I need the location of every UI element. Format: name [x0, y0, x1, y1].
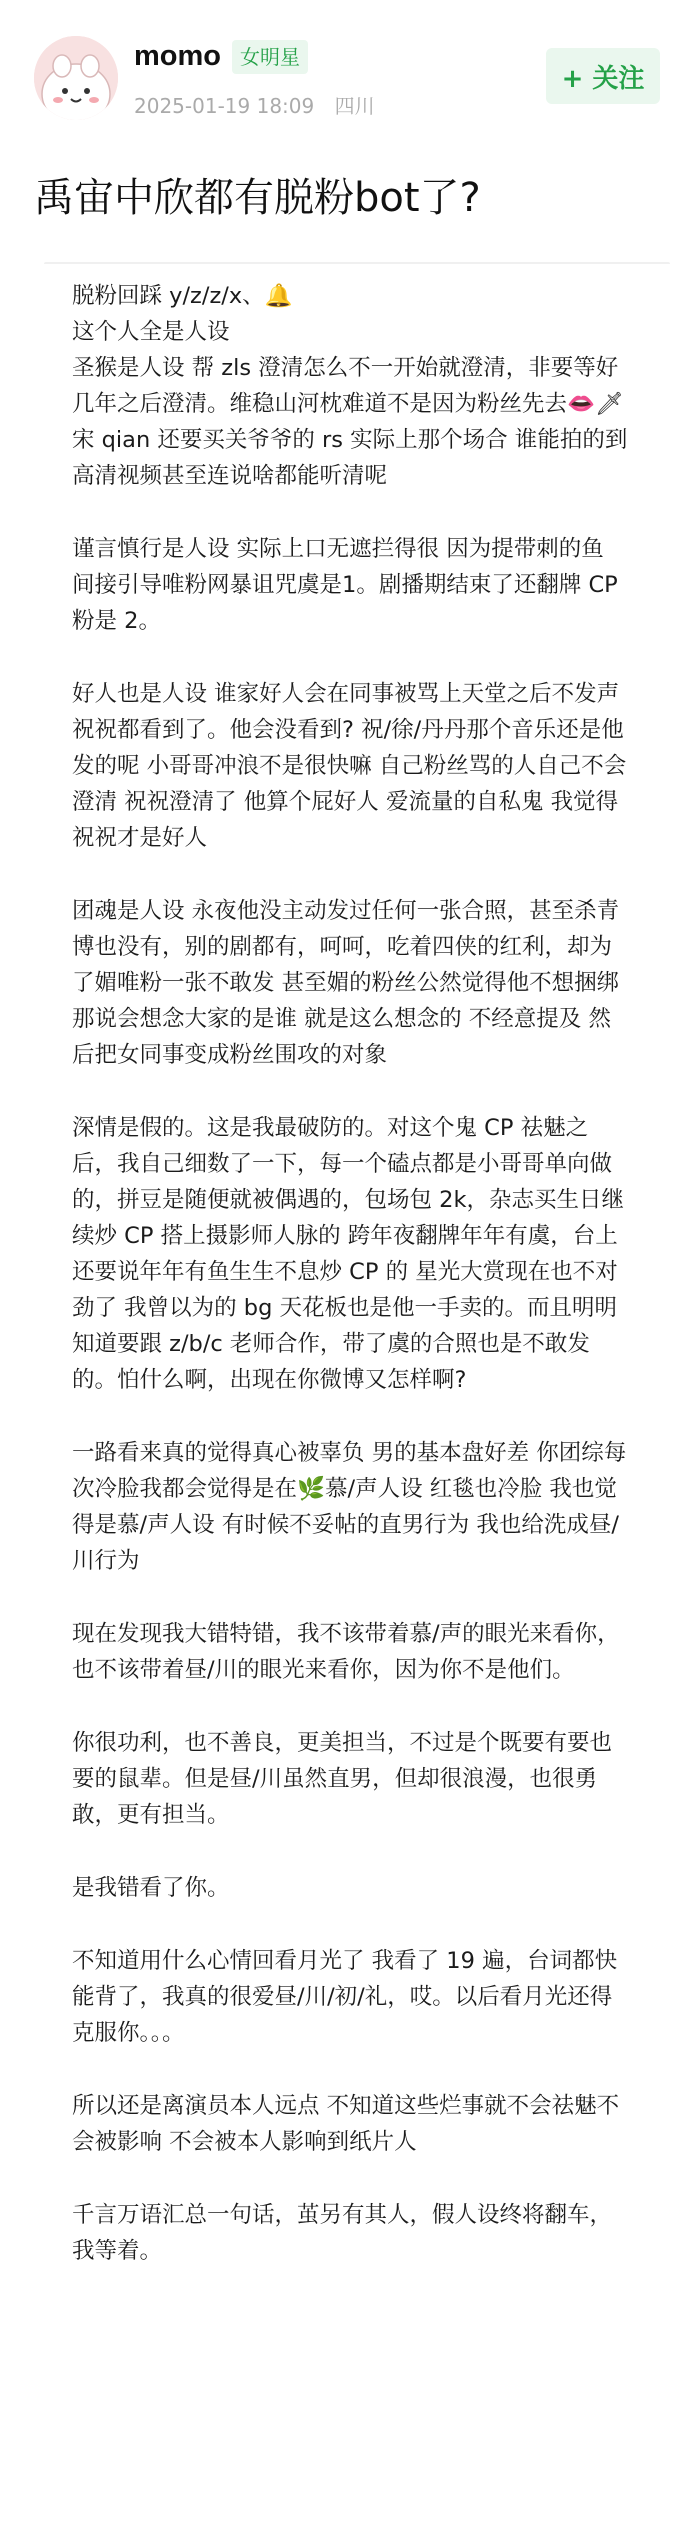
paragraph: 谨言慎行是人设 实际上口无遮拦得很 因为提带刺的鱼 间接引导唯粉网暴诅咒虞是1。剧播期结束了还翻牌 CP 粉是 2。	[72, 536, 618, 634]
post-body	[72, 278, 632, 2269]
post-meta	[134, 90, 375, 119]
follow-button[interactable]: + 关注	[546, 48, 660, 104]
paragraph: 是我错看了你。	[72, 1875, 230, 1901]
author-badge: 女明星	[232, 40, 308, 74]
paragraph: 现在发现我大错特错，我不该带着慕/声的眼光来看你，也不该带着昼/川的眼光来看你，因为你不是他们。	[72, 1621, 620, 1683]
post-location: 四川	[334, 94, 375, 118]
post-title: 禹宙中欣都有脱粉bot了?	[34, 175, 481, 221]
paragraph: 脱粉回踩 y/z/z/x、🔔 这个人全是人设 圣猴是人设 帮 zls 澄清怎么不一开始就澄清，非要等好几年之后澄清。维稳山河枕难道不是因为粉丝先去👄🗡宋 qian 还要买关爷爷的 rs 实际上那个场合 谁能拍的到高清视频甚至连说啥都能听清呢	[72, 283, 628, 489]
paragraph: 不知道用什么心情回看月光了 我看了 19 遍，台词都快能背了，我真的很爱昼/川/初/礼，哎。以后看月光还得克服你。。。	[72, 1948, 618, 2046]
avatar[interactable]	[34, 36, 118, 120]
paragraph: 一路看来真的觉得真心被辜负 男的基本盘好差 你团综每次冷脸我都会觉得是在🌿慕/声人设 红毯也冷脸 我也觉得是慕/声人设 有时候不妥帖的直男行为 我也给洗成昼/川行为	[72, 1440, 627, 1574]
paragraph: 深情是假的。这是我最破防的。对这个鬼 CP 祛魅之后，我自己细数了一下，每一个磕点都是小哥哥单向做的，拼豆是随便就被偶遇的，包场包 2k，杂志买生日继续炒 CP 搭上摄影师人脉的 跨年夜翻牌年年有虞，台上还要说年年有鱼生生不息炒 CP 的 星光大赏现在也不对劲了 我曾以为的 bg 天花板也是他一手卖的。而且明明知道要跟 z/b/c 老师合作，带了虞的合照也是不敢发的。怕什么啊，出现在你微博又怎样啊?	[72, 1115, 624, 1393]
content-card-edge	[44, 262, 670, 264]
author-name[interactable]: momo	[134, 40, 221, 72]
paragraph: 千言万语汇总一句话，茧另有其人，假人设终将翻车，我等着。	[72, 2202, 613, 2264]
paragraph: 好人也是人设 谁家好人会在同事被骂上天堂之后不发声 祝祝都看到了。他会没看到? 祝/徐/丹丹那个音乐还是他发的呢 小哥哥冲浪不是很快嘛 自己粉丝骂的人自己不会澄清 祝祝澄清了 他算个屁好人 爱流量的自私鬼 我觉得祝祝才是好人	[72, 681, 627, 851]
paragraph: 所以还是离演员本人远点 不知道这些烂事就不会祛魅不会被影响 不会被本人影响到纸片人	[72, 2093, 620, 2155]
post-header	[0, 0, 690, 140]
post-date: 2025-01-19 18:09	[134, 94, 315, 118]
paragraph: 你很功利，也不善良，更美担当，不过是个既要有要也要的鼠辈。但是昼/川虽然直男，但却很浪漫，也很勇敢，更有担当。	[72, 1730, 613, 1828]
avatar-illustration	[34, 36, 118, 120]
paragraph: 团魂是人设 永夜他没主动发过任何一张合照，甚至杀青博也没有，别的剧都有，呵呵，吃着四侠的红利，却为了媚唯粉一张不敢发 甚至媚的粉丝公然觉得他不想捆绑 那说会想念大家的是谁 就是这么想念的 不经意提及 然后把女同事变成粉丝围攻的对象	[72, 898, 620, 1068]
